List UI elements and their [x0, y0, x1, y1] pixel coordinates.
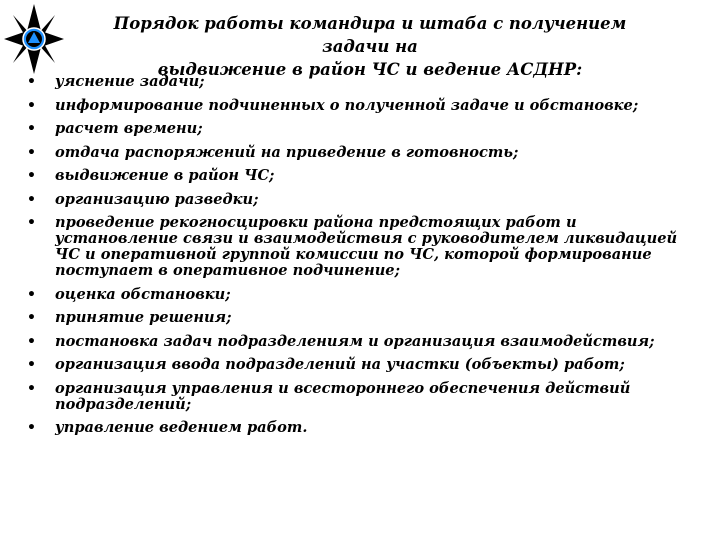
- list-item-text: оценка обстановки;: [55, 285, 231, 303]
- list-item-text: отдача распоряжений на приведение в готовность;: [55, 143, 519, 161]
- list-item-text: организацию разведки;: [55, 190, 259, 208]
- list-item-text: выдвижение в район ЧС;: [55, 167, 275, 184]
- list-item-text: информирование подчиненных о полученной задаче и обстановке;: [55, 96, 639, 114]
- bullet-icon: •: [27, 121, 36, 137]
- bullet-icon: •: [27, 286, 36, 303]
- bullet-icon: •: [27, 144, 36, 161]
- bullet-icon: •: [27, 97, 36, 114]
- bullet-icon: •: [27, 310, 36, 326]
- list-item: [24, 381, 704, 413]
- list-item: [24, 215, 704, 279]
- list-item: [24, 357, 704, 373]
- list-item: [24, 168, 704, 184]
- bullet-icon: •: [27, 74, 36, 90]
- list-item: [24, 121, 704, 137]
- list-item: [24, 287, 704, 303]
- list-item: [24, 145, 704, 161]
- page-title: [80, 12, 660, 81]
- star-emblem-icon: [3, 3, 65, 75]
- title-line-2: выдвижение в район ЧС и ведение АСДНР:: [157, 60, 583, 79]
- bullet-icon: •: [27, 380, 36, 397]
- title-line-1: Порядок работы командира и штаба с получением задачи на: [113, 14, 627, 56]
- bullet-icon: •: [27, 357, 36, 373]
- list-item-text: принятие решения;: [55, 309, 232, 326]
- bullet-icon: •: [27, 191, 36, 208]
- list-item: [24, 310, 704, 326]
- list-item: [24, 74, 704, 90]
- bullet-icon: •: [27, 168, 36, 184]
- list-item-text: постановка задач подразделениям и организация взаимодействия;: [55, 332, 655, 350]
- list-item-text: организация управления и всестороннего обеспечения действий подразделений;: [55, 379, 631, 413]
- list-item: [24, 334, 704, 350]
- list-item-text: расчет времени;: [55, 120, 203, 137]
- list-item-text: уяснение задачи;: [55, 73, 205, 90]
- list-item-text: проведение рекогносцировки района предстоящих работ и установление связи и взаимодействия с руководителем ликвидацией ЧС и оперативной группой комиссии по ЧС, которой формирование поступает в оперативное подчинение;: [55, 214, 678, 279]
- list-item-text: организация ввода подразделений на участки (объекты) работ;: [55, 356, 625, 373]
- bullet-icon: •: [27, 333, 36, 350]
- bullet-icon: •: [27, 420, 36, 436]
- list-item-text: управление ведением работ.: [55, 419, 308, 436]
- list-item: [24, 192, 704, 208]
- emergency-emblem-icon: [3, 3, 65, 75]
- list-item: [24, 420, 704, 436]
- list-item: [24, 98, 704, 114]
- task-list: [24, 74, 704, 444]
- bullet-icon: •: [27, 215, 36, 231]
